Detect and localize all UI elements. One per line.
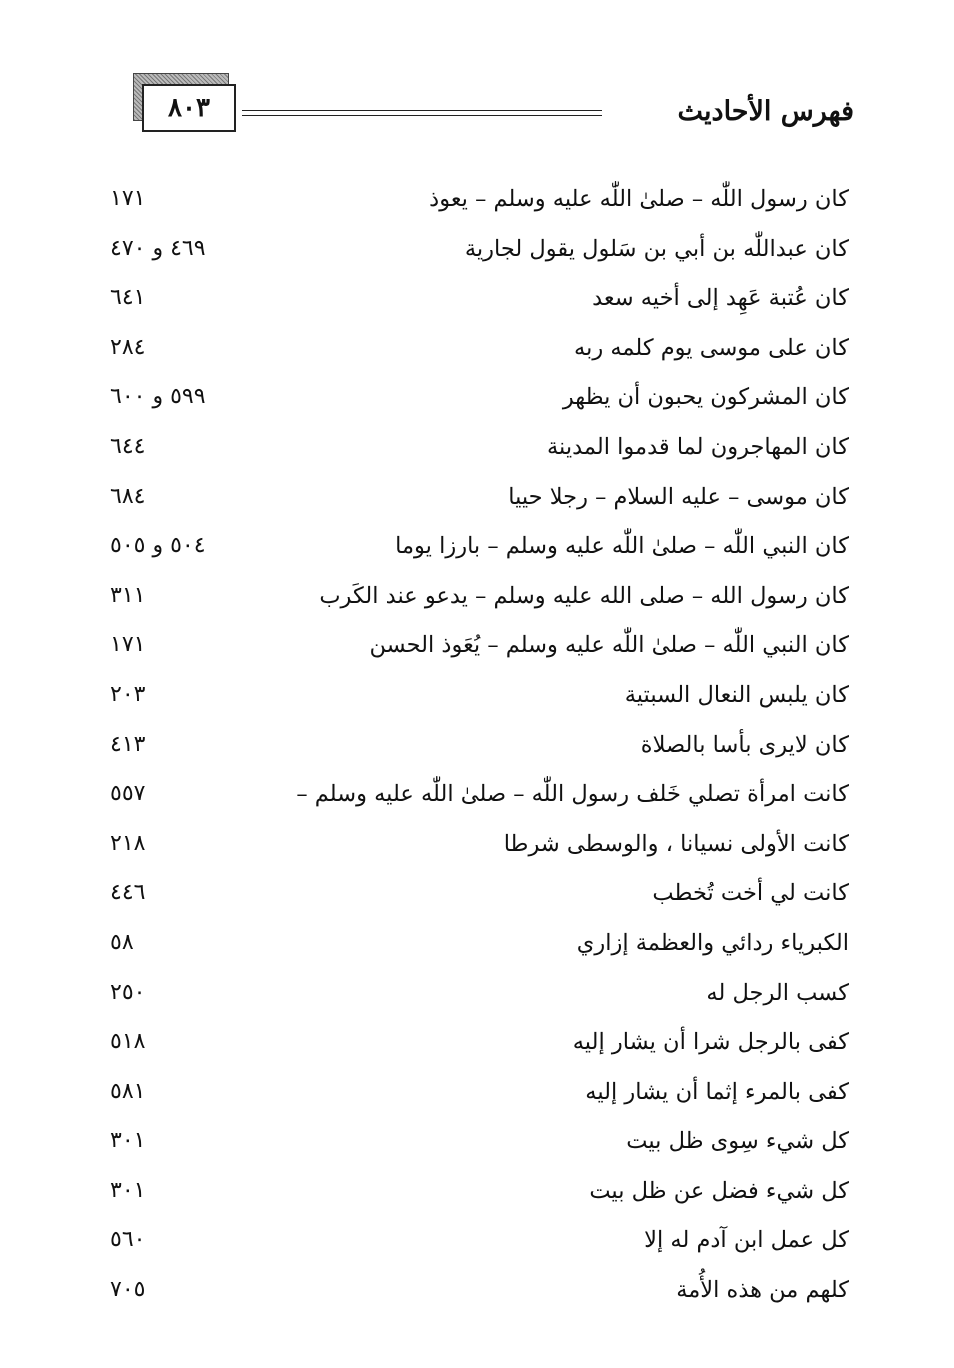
header-rule xyxy=(242,110,602,116)
page-reference: ٥٨١ xyxy=(110,1078,146,1104)
hadith-text: كفى بالرجل شرا أن يشار إليه xyxy=(572,1029,849,1056)
hadith-text: كفى بالمرء إثما أن يشار إليه xyxy=(585,1078,849,1105)
page-reference: ٣٠١ xyxy=(110,1177,146,1203)
page-reference: ٣٠١ xyxy=(110,1128,146,1154)
index-row xyxy=(0,674,954,724)
hadith-text: كان موسى – عليه السلام – رجلا حييا xyxy=(508,483,849,510)
index-row xyxy=(0,1219,954,1269)
page-reference: ١٧١ xyxy=(110,186,146,211)
section-title: فهرس الأحاديث xyxy=(677,96,854,127)
index-row xyxy=(0,724,954,774)
index-row xyxy=(0,1120,954,1170)
page-reference: ٦٨٤ xyxy=(110,483,146,509)
index-row xyxy=(0,327,954,377)
page-reference: ٤٤٦ xyxy=(110,880,146,906)
page-reference: ٦٤٤ xyxy=(110,433,146,459)
hadith-text: كانت امرأة تصلي خَلف رسول اللّٰه – صلىٰ اللّٰه عليه وسلم – xyxy=(296,781,849,808)
index-row xyxy=(0,872,954,922)
page-reference: ٢٠٣ xyxy=(110,681,146,707)
hadith-text: كان لايرى بأسا بالصلاة xyxy=(640,731,849,758)
page-reference: ٥١٨ xyxy=(110,1029,146,1055)
page-number: ٨٠٣ xyxy=(142,84,236,132)
hadith-text: كل شيء سِوى ظل بيت xyxy=(626,1128,849,1155)
index-row xyxy=(0,972,954,1022)
index-row xyxy=(0,624,954,674)
index-row xyxy=(0,1021,954,1071)
page-reference: ٣١١ xyxy=(110,582,146,608)
index-row xyxy=(0,525,954,575)
hadith-text: كان عُتبة عَهِد إلى أخيه سعد xyxy=(592,285,849,312)
index-row xyxy=(0,1269,954,1319)
page-reference: ٥٦٠ xyxy=(110,1227,146,1253)
index-row xyxy=(0,228,954,278)
hadith-text: كسب الرجل له xyxy=(706,979,849,1006)
index-row xyxy=(0,426,954,476)
page-reference: ٦٤١ xyxy=(110,285,146,311)
hadith-text: الكبرياء ردائي والعظمة إزاري xyxy=(576,929,849,956)
index-row xyxy=(0,277,954,327)
page-reference: ٢٨٤ xyxy=(110,334,146,360)
hadith-text: كان النبي اللّٰه – صلىٰ اللّٰه عليه وسلم – بارزا يوما xyxy=(395,533,849,560)
page-header xyxy=(0,0,954,160)
page-reference: ٧٠٥ xyxy=(110,1277,146,1303)
hadith-text: كانت الأولى نسيانا ، والوسطى شرطا xyxy=(503,830,849,857)
hadith-text: كان المهاجرون لما قدموا المدينة xyxy=(546,433,849,460)
index-row xyxy=(0,575,954,625)
index-row xyxy=(0,823,954,873)
hadith-text: كان رسول اللّٰه – صلىٰ اللّٰه عليه وسلم – يعوذ xyxy=(429,186,849,212)
page-reference: ٥٨ xyxy=(110,929,134,955)
hadith-text: كل شيء فضل عن ظل بيت xyxy=(589,1177,849,1204)
hadith-text: كان على موسى يوم كلمه ربه xyxy=(574,334,849,361)
index-row xyxy=(0,476,954,526)
hadith-text: كان المشركون يحبون أن يظهر xyxy=(562,384,849,411)
index-row xyxy=(0,1170,954,1220)
hadith-text: كل عمل ابن آدم له إلا xyxy=(644,1227,849,1254)
hadith-text: كان رسول الله – صلى الله عليه وسلم – يدعو عند الكَرب xyxy=(319,582,849,609)
hadith-text: كان يلبس النعال السبتية xyxy=(624,681,849,708)
index-row xyxy=(0,178,954,228)
page-reference: ١٧١ xyxy=(110,632,146,658)
hadith-index-list xyxy=(0,178,954,1319)
page-reference: ٢٥٠ xyxy=(110,979,146,1005)
page-reference: ٥٠٤ و ٥٠٥ xyxy=(110,533,206,559)
index-row xyxy=(0,773,954,823)
index-row xyxy=(0,1071,954,1121)
hadith-text: كان عبداللّٰه بن أبي بن سَلول يقول لجارية xyxy=(464,235,849,262)
index-row xyxy=(0,376,954,426)
page-reference: ٥٩٩ و ٦٠٠ xyxy=(110,384,206,410)
page-reference: ٢١٨ xyxy=(110,830,146,856)
index-row xyxy=(0,922,954,972)
page-reference: ٥٥٧ xyxy=(110,781,146,807)
page-reference: ٤١٣ xyxy=(110,731,146,757)
page-reference: ٤٦٩ و ٤٧٠ xyxy=(110,235,206,261)
hadith-text: كلهم من هذه الأُمة xyxy=(676,1277,849,1304)
hadith-text: كان النبي اللّٰه – صلىٰ اللّٰه عليه وسلم – يُعَوذ الحسن xyxy=(369,632,849,659)
hadith-text: كانت لي أخت تُخطب xyxy=(652,880,849,907)
